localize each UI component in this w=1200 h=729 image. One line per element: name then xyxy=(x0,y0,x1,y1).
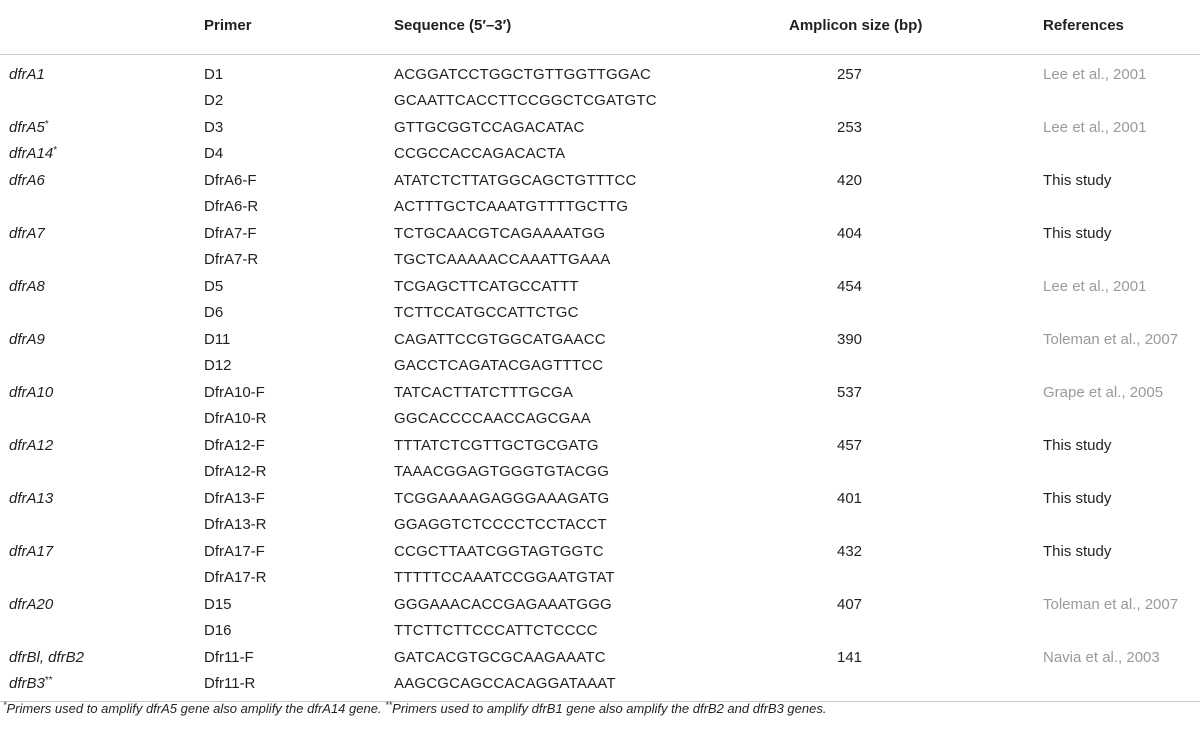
table-row xyxy=(0,247,1200,274)
amplicon-size-cell: 457 xyxy=(837,436,863,454)
sequence-cell: CCGCCACCAGACACTA xyxy=(394,145,566,163)
table-row xyxy=(0,565,1200,592)
table-row xyxy=(0,326,1200,353)
sequence-cell: ACGGATCCTGGCTGTTGGTTGGAC xyxy=(394,65,652,83)
reference-cell: This study xyxy=(1043,224,1112,242)
table-row xyxy=(0,55,1200,88)
table-row xyxy=(0,671,1200,702)
reference-cell: This study xyxy=(1043,171,1112,189)
sequence-cell: AAGCGCAGCCACAGGATAAAT xyxy=(382,671,779,702)
reference-cell xyxy=(1034,88,1200,115)
sequence-cell: TAAACGGAGTGGGTGTACGG xyxy=(394,463,610,481)
primer-cell: DfrA12-F xyxy=(204,436,265,454)
gene-name: dfrA1 xyxy=(9,65,45,83)
reference-cell xyxy=(1034,618,1200,645)
reference-cell xyxy=(1034,247,1200,274)
table-row xyxy=(0,512,1200,539)
gene-cell xyxy=(0,565,196,592)
gene-cell xyxy=(0,247,196,274)
reference-cell xyxy=(1034,671,1200,702)
sequence-cell: GACCTCAGATACGAGTTTCC xyxy=(394,357,604,375)
amplicon-size-cell: 420 xyxy=(837,171,863,189)
gene-cell xyxy=(0,406,196,433)
gene-cell xyxy=(0,591,196,618)
gene-name: dfrA10 xyxy=(9,383,54,401)
header-gene xyxy=(0,0,196,55)
gene-cell xyxy=(0,618,196,645)
sequence-cell: CAGATTCCGTGGCATGAACC xyxy=(394,330,606,348)
table-row xyxy=(0,353,1200,380)
gene-name: dfrA12 xyxy=(9,436,54,454)
reference-cell: This study xyxy=(1043,489,1112,507)
table-row xyxy=(0,485,1200,512)
sequence-cell: TTTTTCCAAATCCGGAATGTAT xyxy=(394,569,615,587)
gene-cell xyxy=(0,55,196,88)
table-row xyxy=(0,167,1200,194)
gene-name: dfrA20 xyxy=(9,595,54,613)
primer-cell: D11 xyxy=(204,330,231,348)
reference-cell xyxy=(1034,459,1200,486)
gene-cell xyxy=(0,459,196,486)
reference-cell xyxy=(1034,300,1200,327)
primer-cell: DfrA10-F xyxy=(204,383,265,401)
gene-cell xyxy=(0,485,196,512)
amplicon-size-cell: 253 xyxy=(837,118,863,136)
sequence-cell: ATATCTCTTATGGCAGCTGTTTCC xyxy=(394,171,637,189)
header-primer: Primer xyxy=(196,0,382,55)
primer-cell: DfrA6-F xyxy=(204,171,257,189)
table-row xyxy=(0,538,1200,565)
reference-cell: Lee et al., 2001 xyxy=(1043,277,1147,295)
gene-cell xyxy=(0,326,196,353)
table-row xyxy=(0,141,1200,168)
sequence-cell: TCTGCAACGTCAGAAAATGG xyxy=(394,224,606,242)
header-references: References xyxy=(1034,0,1200,55)
amplicon-size-cell: 390 xyxy=(837,330,863,348)
table-row xyxy=(0,114,1200,141)
primer-cell: DfrA10-R xyxy=(204,410,267,428)
primer-cell: D12 xyxy=(204,357,232,375)
gene-name: dfrA6 xyxy=(9,171,45,189)
footnote-mark-2: ** xyxy=(385,700,393,710)
table-footnote xyxy=(3,700,826,716)
gene-cell xyxy=(0,644,196,671)
sequence-cell: TCGAGCTTCATGCCATTT xyxy=(394,277,579,295)
table-row xyxy=(0,194,1200,221)
gene-name: dfrA7 xyxy=(9,224,45,242)
amplicon-size-cell: 401 xyxy=(837,489,863,507)
amplicon-size-cell xyxy=(779,618,1034,645)
amplicon-size-cell: 432 xyxy=(837,542,863,560)
amplicon-size-cell: 407 xyxy=(837,595,863,613)
amplicon-size-cell xyxy=(779,512,1034,539)
gene-cell xyxy=(0,273,196,300)
primer-cell: D6 xyxy=(204,304,224,322)
table-row xyxy=(0,591,1200,618)
gene-footnote-mark: * xyxy=(53,145,58,157)
table-row xyxy=(0,644,1200,671)
amplicon-size-cell xyxy=(779,141,1034,168)
table-row xyxy=(0,220,1200,247)
reference-cell xyxy=(1034,512,1200,539)
header-amplicon-size: Amplicon size (bp) xyxy=(779,0,1034,55)
primer-cell: D3 xyxy=(204,118,224,136)
primer-cell: DfrA17-F xyxy=(204,542,265,560)
gene-footnote-mark: * xyxy=(44,118,49,130)
amplicon-size-cell xyxy=(779,671,1034,702)
table-row xyxy=(0,459,1200,486)
reference-cell: Toleman et al., 2007 xyxy=(1043,595,1179,613)
sequence-cell: GATCACGTGCGCAAGAAATC xyxy=(394,648,606,666)
table-row xyxy=(0,432,1200,459)
reference-cell: Lee et al., 2001 xyxy=(1043,118,1147,136)
gene-cell xyxy=(0,379,196,406)
amplicon-size-cell xyxy=(779,194,1034,221)
gene-cell xyxy=(0,167,196,194)
sequence-cell: ACTTTGCTCAAATGTTTTGCTTG xyxy=(394,198,629,216)
primer-cell: DfrA7-R xyxy=(204,251,259,269)
sequence-cell: GTTGCGGTCCAGACATAC xyxy=(394,118,585,136)
table-row xyxy=(0,88,1200,115)
reference-cell xyxy=(1034,565,1200,592)
amplicon-size-cell: 404 xyxy=(837,224,863,242)
sequence-cell: TTCTTCTTCCCATTCTCCCC xyxy=(394,622,598,640)
reference-cell: This study xyxy=(1043,542,1112,560)
primer-cell: Dfr11-R xyxy=(196,671,382,702)
reference-cell: Navia et al., 2003 xyxy=(1043,648,1160,666)
sequence-cell: TCGGAAAAGAGGGAAAGATG xyxy=(394,489,610,507)
primer-cell: D15 xyxy=(204,595,232,613)
sequence-cell: TATCACTTATCTTTGCGA xyxy=(394,383,574,401)
gene-cell xyxy=(0,538,196,565)
gene-name: dfrA8 xyxy=(9,277,45,295)
reference-cell xyxy=(1034,353,1200,380)
header-row xyxy=(0,0,1200,55)
amplicon-size-cell xyxy=(779,406,1034,433)
reference-cell xyxy=(1034,194,1200,221)
sequence-cell: GCAATTCACCTTCCGGCTCGATGTC xyxy=(394,92,657,110)
primer-cell: DfrA12-R xyxy=(204,463,267,481)
table-row xyxy=(0,618,1200,645)
gene-cell xyxy=(0,194,196,221)
gene-name: dfrA9 xyxy=(9,330,45,348)
amplicon-size-cell xyxy=(779,565,1034,592)
primer-cell: DfrA13-F xyxy=(204,489,265,507)
gene-cell xyxy=(0,220,196,247)
gene-name: dfrA17 xyxy=(9,542,54,560)
gene-cell xyxy=(0,141,196,168)
sequence-cell: GGGAAACACCGAGAAATGGG xyxy=(394,595,612,613)
sequence-cell: TTTATCTCGTTGCTGCGATG xyxy=(394,436,599,454)
footnote-mark-1: * xyxy=(3,700,7,710)
reference-cell xyxy=(1034,141,1200,168)
primer-cell: DfrA13-R xyxy=(204,516,267,534)
amplicon-size-cell: 537 xyxy=(837,383,863,401)
primer-cell: D4 xyxy=(204,145,224,163)
footnote-text-2: Primers used to amplify dfrB1 gene also amplify the dfrB2 and dfrB3 genes. xyxy=(392,701,827,716)
reference-cell xyxy=(1034,406,1200,433)
table-row xyxy=(0,300,1200,327)
amplicon-size-cell xyxy=(779,300,1034,327)
reference-cell: Lee et al., 2001 xyxy=(1043,65,1147,83)
sequence-cell: TGCTCAAAAACCAAATTGAAA xyxy=(394,251,611,269)
table-row xyxy=(0,273,1200,300)
amplicon-size-cell xyxy=(779,88,1034,115)
amplicon-size-cell: 257 xyxy=(837,65,863,83)
gene-cell xyxy=(0,88,196,115)
header-sequence: Sequence (5′–3′) xyxy=(382,0,779,55)
sequence-cell: TCTTCCATGCCATTCTGC xyxy=(394,304,579,322)
primer-cell: DfrA7-F xyxy=(204,224,257,242)
primer-cell: D2 xyxy=(204,92,224,110)
amplicon-size-cell xyxy=(779,247,1034,274)
primer-cell: D1 xyxy=(204,65,224,83)
primer-cell: D5 xyxy=(204,277,224,295)
table-row xyxy=(0,406,1200,433)
gene-name: dfrA14 xyxy=(9,145,54,163)
sequence-cell: GGAGGTCTCCCCTCCTACCT xyxy=(394,516,607,534)
amplicon-size-cell: 454 xyxy=(837,277,863,295)
sequence-cell: GGCACCCCAACCAGCGAA xyxy=(394,410,591,428)
gene-name: dfrA13 xyxy=(9,489,54,507)
reference-cell: This study xyxy=(1043,436,1112,454)
gene-name: dfrA5 xyxy=(9,118,45,136)
amplicon-size-cell xyxy=(779,353,1034,380)
gene-cell xyxy=(0,353,196,380)
primer-cell: DfrA17-R xyxy=(204,569,267,587)
table-body xyxy=(0,55,1200,702)
amplicon-size-cell xyxy=(779,459,1034,486)
primer-cell: Dfr11-F xyxy=(204,648,254,666)
gene-cell xyxy=(0,300,196,327)
primer-cell: D16 xyxy=(204,622,232,640)
gene-cell xyxy=(0,512,196,539)
gene-name: dfrB3 xyxy=(9,675,45,693)
gene-footnote-mark: ** xyxy=(44,675,53,687)
reference-cell: Grape et al., 2005 xyxy=(1043,383,1164,401)
table-row xyxy=(0,379,1200,406)
gene-cell xyxy=(0,114,196,141)
footnote-text-1: Primers used to amplify dfrA5 gene also amplify the dfrA14 gene. xyxy=(6,701,386,716)
gene-cell xyxy=(0,432,196,459)
gene-name: dfrBl, dfrB2 xyxy=(9,648,85,666)
gene-cell xyxy=(0,671,196,702)
reference-cell: Toleman et al., 2007 xyxy=(1043,330,1179,348)
sequence-cell: CCGCTTAATCGGTAGTGGTC xyxy=(394,542,604,560)
amplicon-size-cell: 141 xyxy=(837,648,863,666)
primer-cell: DfrA6-R xyxy=(204,198,259,216)
